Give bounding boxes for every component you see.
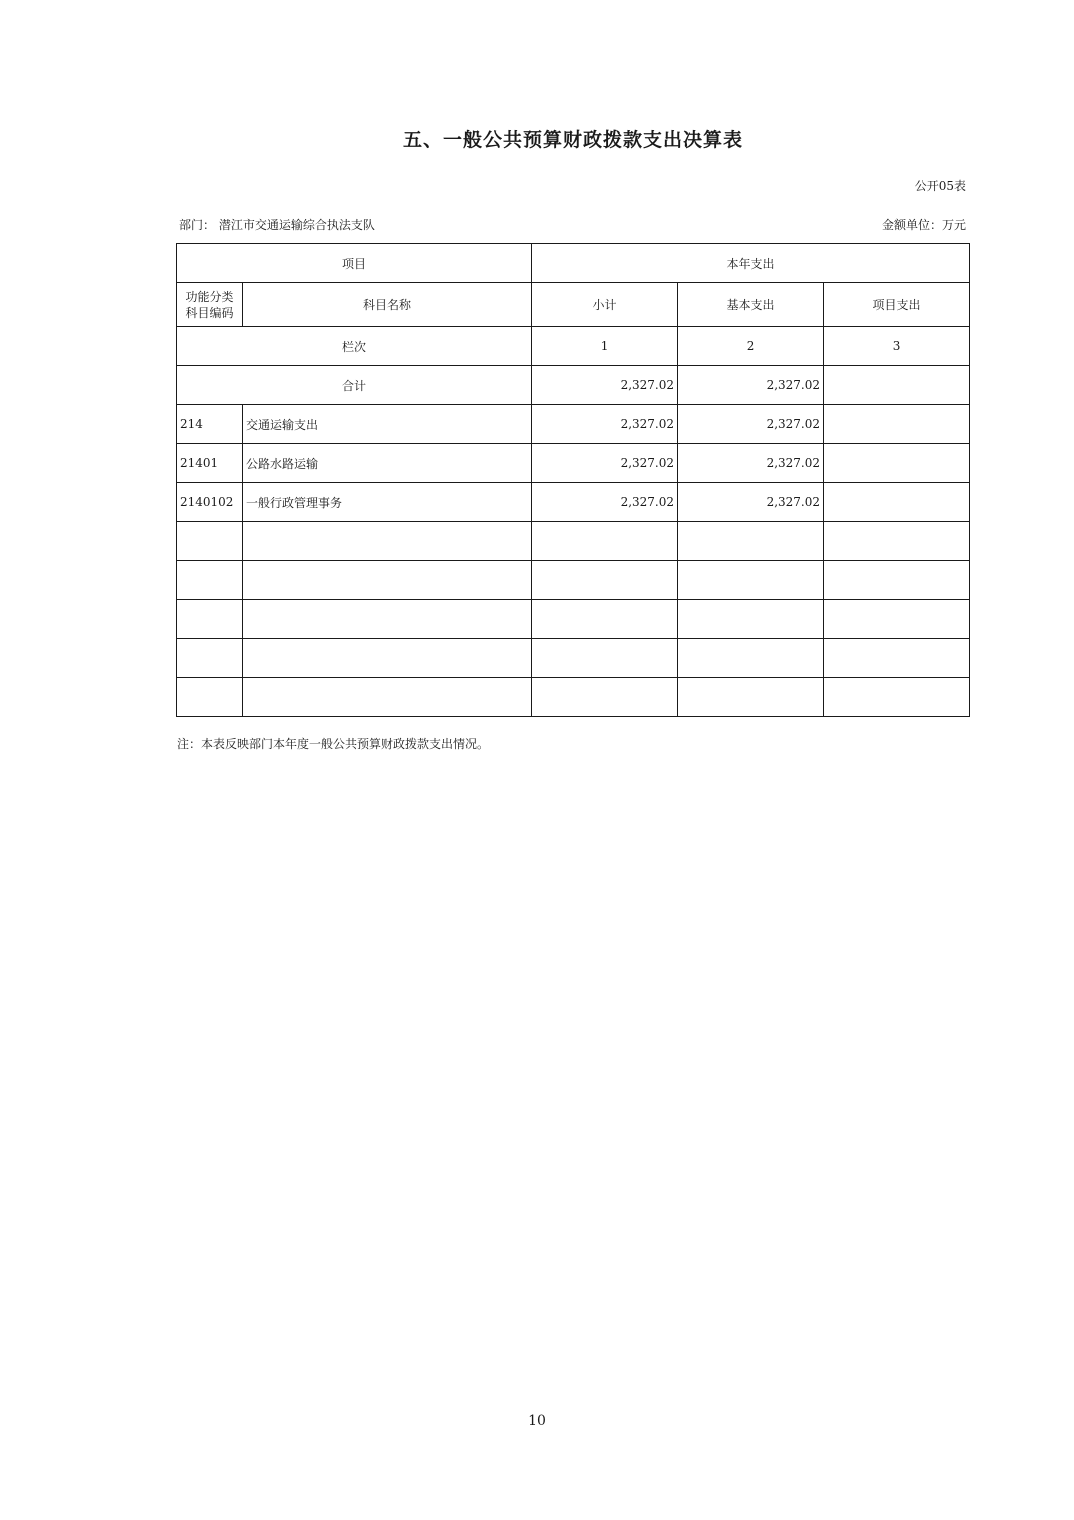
total-subtotal: 2,327.02 [532, 366, 678, 405]
row-code: 214 [177, 405, 243, 444]
empty-cell [532, 561, 678, 600]
header-subject-name: 科目名称 [243, 283, 532, 327]
total-project [824, 366, 970, 405]
empty-cell [243, 561, 532, 600]
row-basic: 2,327.02 [678, 444, 824, 483]
empty-cell [824, 522, 970, 561]
total-basic: 2,327.02 [678, 366, 824, 405]
header-project-expense: 项目支出 [824, 283, 970, 327]
empty-cell [824, 600, 970, 639]
empty-cell [243, 522, 532, 561]
amount-unit: 金额单位：万元 [881, 218, 966, 232]
empty-cell [532, 600, 678, 639]
header-function-code: 功能分类科目编码 [177, 283, 243, 327]
expenditure-table [176, 243, 970, 717]
empty-cell [824, 678, 970, 717]
empty-row [177, 522, 970, 561]
total-row [177, 366, 970, 405]
form-number: 公开05表 [914, 179, 966, 193]
empty-cell [177, 522, 243, 561]
department-name: 潜江市交通运输综合执法支队 [218, 218, 375, 232]
row-name: 一般行政管理事务 [243, 483, 532, 522]
row-project [824, 444, 970, 483]
row-project [824, 405, 970, 444]
empty-row [177, 600, 970, 639]
empty-cell [532, 639, 678, 678]
empty-cell [177, 639, 243, 678]
row-subtotal: 2,327.02 [532, 444, 678, 483]
header-subtotal: 小计 [532, 283, 678, 327]
empty-cell [678, 600, 824, 639]
empty-cell [678, 678, 824, 717]
empty-cell [824, 561, 970, 600]
header-row-1 [177, 244, 970, 283]
empty-cell [177, 678, 243, 717]
header-current-year-expense: 本年支出 [532, 244, 970, 283]
column-number-2: 2 [678, 327, 824, 366]
row-name: 交通运输支出 [243, 405, 532, 444]
empty-cell [177, 600, 243, 639]
header-basic-expense: 基本支出 [678, 283, 824, 327]
row-basic: 2,327.02 [678, 405, 824, 444]
empty-cell [678, 522, 824, 561]
table-row [177, 483, 970, 522]
table-row [177, 444, 970, 483]
table-note: 注：本表反映部门本年度一般公共预算财政拨款支出情况。 [177, 737, 490, 751]
empty-row [177, 639, 970, 678]
total-label: 合计 [177, 366, 532, 405]
row-subtotal: 2,327.02 [532, 483, 678, 522]
empty-cell [678, 639, 824, 678]
row-subtotal: 2,327.02 [532, 405, 678, 444]
department-line [179, 216, 375, 233]
row-basic: 2,327.02 [678, 483, 824, 522]
page-number: 10 [528, 1413, 546, 1429]
empty-cell [177, 561, 243, 600]
column-number-1: 1 [532, 327, 678, 366]
empty-cell [678, 561, 824, 600]
row-name: 公路水路运输 [243, 444, 532, 483]
column-number-3: 3 [824, 327, 970, 366]
empty-cell [243, 600, 532, 639]
department-label: 部门： [179, 218, 216, 232]
empty-cell [824, 639, 970, 678]
row-project [824, 483, 970, 522]
column-number-label: 栏次 [177, 327, 532, 366]
page-title: 五、一般公共预算财政拨款支出决算表 [402, 129, 743, 151]
header-row-2 [177, 283, 970, 327]
empty-cell [243, 678, 532, 717]
table-row [177, 405, 970, 444]
empty-cell [243, 639, 532, 678]
column-number-row [177, 327, 970, 366]
empty-cell [532, 678, 678, 717]
header-project: 项目 [177, 244, 532, 283]
empty-row [177, 561, 970, 600]
empty-cell [532, 522, 678, 561]
empty-row [177, 678, 970, 717]
row-code: 2140102 [177, 483, 243, 522]
row-code: 21401 [177, 444, 243, 483]
